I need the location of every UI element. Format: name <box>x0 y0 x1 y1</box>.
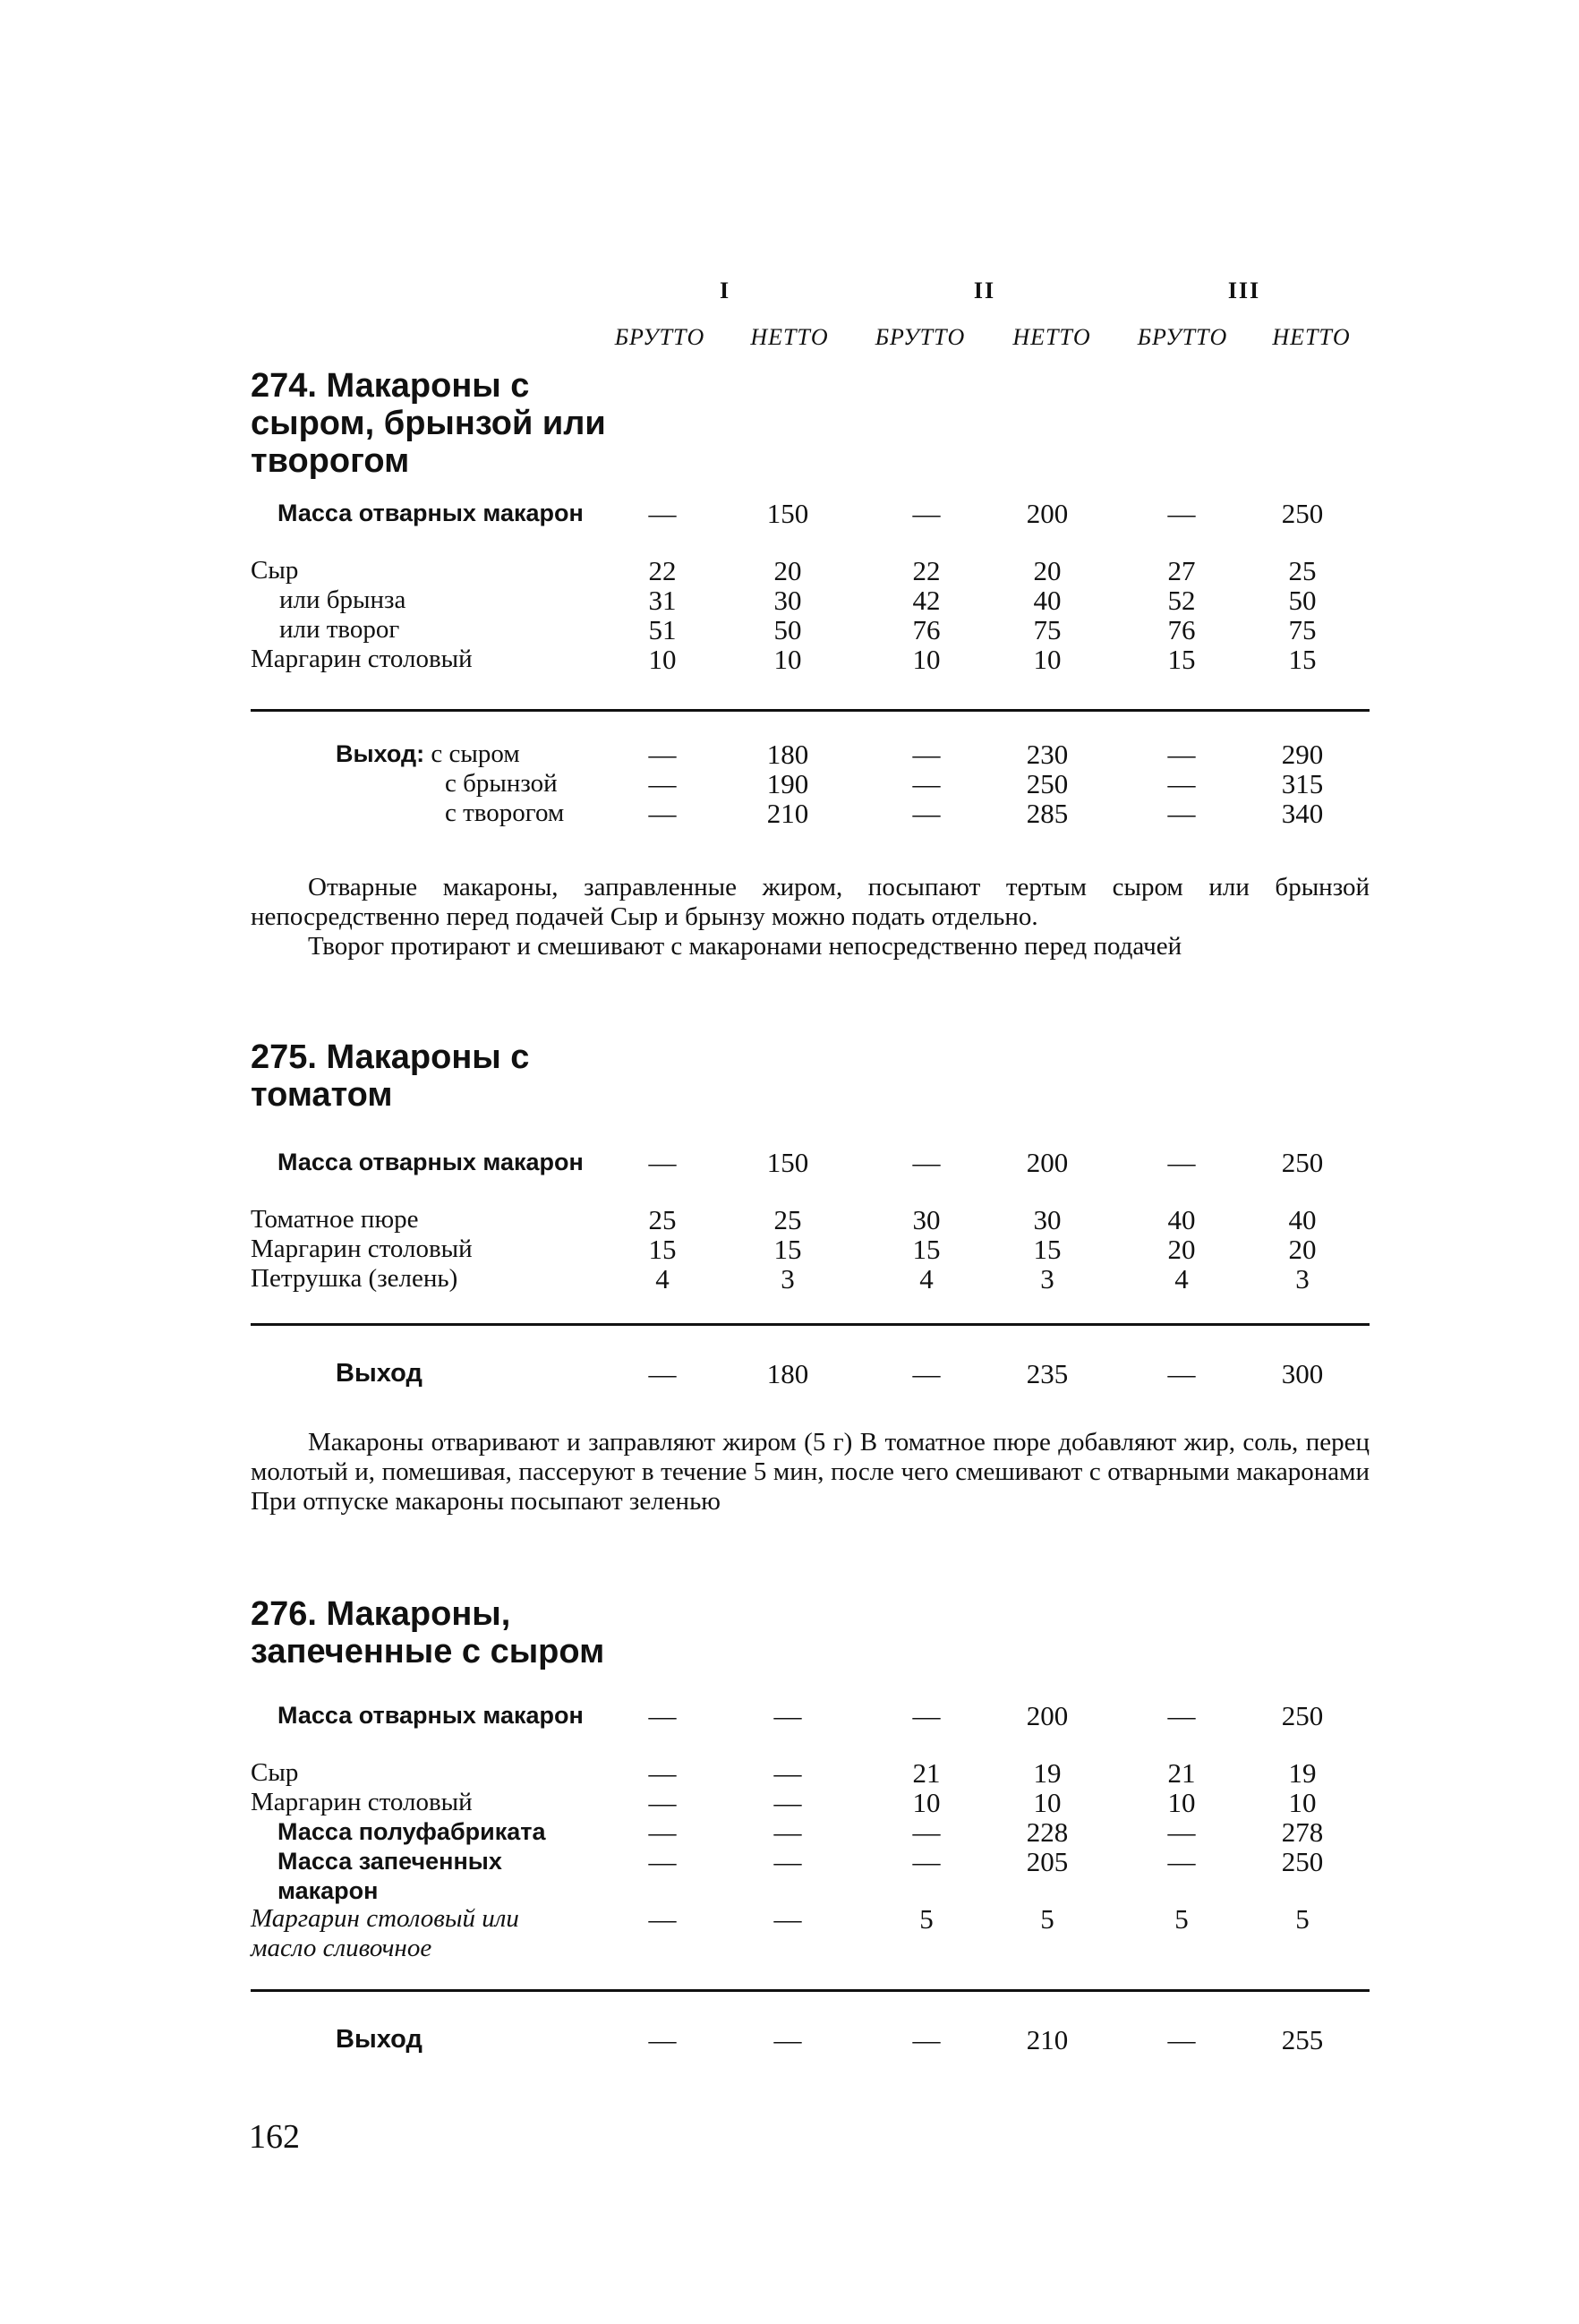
column-label: НЕТТО <box>1272 324 1351 350</box>
cell: 150 <box>766 498 809 529</box>
cell: 15 <box>1288 644 1317 675</box>
cell: 290 <box>1281 739 1324 770</box>
cell: — <box>1167 1846 1196 1877</box>
cell: — <box>773 1903 802 1935</box>
cell: 10 <box>648 644 677 675</box>
table-row <box>0 1264 1579 1294</box>
note-paragraph: Макароны отваривают и заправляют жиром (5 г) В томатное пюре добавляют жир, соль, перец молотый и, помешивая, пассеруют в течение 5 мин, после чего смешивают с отварными макаронами При отпуске макароны посыпают зеленью <box>251 1428 1370 1516</box>
cell: — <box>773 1787 802 1818</box>
cell: 180 <box>766 1358 809 1389</box>
row-label: Масса отварных макарон <box>277 1149 584 1175</box>
recipe-notes <box>251 1428 1370 1517</box>
cell: 75 <box>1033 614 1062 645</box>
row-label: Томатное пюре <box>251 1205 419 1234</box>
table-row <box>0 585 1579 615</box>
cell: 15 <box>648 1234 677 1265</box>
cell: 150 <box>766 1147 809 1178</box>
divider <box>251 1989 1370 1992</box>
cell: 25 <box>773 1204 802 1235</box>
row-label: Масса запеченных макарон <box>277 1848 502 1904</box>
cell: 300 <box>1281 1358 1324 1389</box>
cell: 5 <box>1174 1903 1189 1935</box>
cell: 51 <box>648 614 677 645</box>
ingredients-table <box>0 499 1579 674</box>
table-row <box>0 769 1579 799</box>
cell: 255 <box>1281 2024 1324 2055</box>
cell: — <box>648 739 677 770</box>
cell: 50 <box>773 614 802 645</box>
table-row <box>0 556 1579 585</box>
yield-label: Выход <box>336 2025 422 2054</box>
cell: 15 <box>1033 1234 1062 1265</box>
cell: 76 <box>912 614 941 645</box>
cell: 3 <box>1040 1263 1054 1294</box>
row-label: Сыр <box>251 1758 299 1787</box>
cell: 27 <box>1167 555 1196 586</box>
row-label: или творог <box>279 615 400 644</box>
cell: 40 <box>1033 585 1062 616</box>
cell: 30 <box>773 585 802 616</box>
table-row <box>0 615 1579 645</box>
recipe-notes <box>251 873 1370 961</box>
cell: 22 <box>648 555 677 586</box>
yield-table <box>0 2025 1579 2055</box>
cell: 19 <box>1288 1757 1317 1789</box>
cell: — <box>773 1700 802 1731</box>
cell: 285 <box>1026 798 1069 829</box>
column-group-iii: III <box>1227 278 1261 303</box>
cell: 31 <box>648 585 677 616</box>
table-row <box>0 1235 1579 1264</box>
cell: 180 <box>766 739 809 770</box>
cell: 22 <box>912 555 941 586</box>
recipe-title: 275. Макароны с томатом <box>251 1038 530 1114</box>
cell: — <box>1167 768 1196 799</box>
recipe-title: 274. Макароны с сыром, брынзой или творогом <box>251 367 606 480</box>
table-row <box>0 739 1579 769</box>
cell: 10 <box>912 644 941 675</box>
table-row <box>0 1904 1579 1961</box>
cell: 25 <box>1288 555 1317 586</box>
cell: 10 <box>1167 1787 1196 1818</box>
cell: 15 <box>912 1234 941 1265</box>
row-label: Маргарин столовый <box>251 1235 473 1263</box>
column-group-ii: II <box>973 278 996 303</box>
cell: — <box>912 1147 941 1178</box>
ingredients-table <box>0 1701 1579 1961</box>
cell: 10 <box>912 1787 941 1818</box>
cell: — <box>1167 739 1196 770</box>
row-label: с творогом <box>445 799 565 827</box>
cell: — <box>1167 798 1196 829</box>
row-label: Масса отварных макарон <box>277 1702 584 1729</box>
cell: 40 <box>1288 1204 1317 1235</box>
cell: 250 <box>1281 498 1324 529</box>
cell: — <box>1167 1700 1196 1731</box>
cell: — <box>1167 1816 1196 1848</box>
cell: — <box>912 1816 941 1848</box>
cell: 20 <box>773 555 802 586</box>
cell: — <box>1167 1147 1196 1178</box>
cell: 4 <box>655 1263 670 1294</box>
cell: — <box>912 1846 941 1877</box>
column-labels <box>0 324 1579 360</box>
cell: 76 <box>1167 614 1196 645</box>
cell: — <box>648 1700 677 1731</box>
column-label: БРУТТО <box>1137 324 1228 350</box>
table-row <box>0 1788 1579 1817</box>
divider <box>251 1323 1370 1326</box>
cell: 250 <box>1281 1147 1324 1178</box>
cell: — <box>648 2024 677 2055</box>
table-row <box>0 645 1579 674</box>
cell: — <box>912 1358 941 1389</box>
yield-table <box>0 739 1579 828</box>
cell: 210 <box>766 798 809 829</box>
table-row <box>0 1205 1579 1235</box>
cell: — <box>912 498 941 529</box>
cell: 278 <box>1281 1816 1324 1848</box>
cell: 21 <box>1167 1757 1196 1789</box>
column-label: НЕТТО <box>1012 324 1091 350</box>
table-row <box>0 2025 1579 2055</box>
cell: — <box>773 1846 802 1877</box>
cell: 200 <box>1026 1147 1069 1178</box>
table-row <box>0 1701 1579 1758</box>
cell: — <box>912 768 941 799</box>
cell: — <box>773 1757 802 1789</box>
cell: — <box>648 798 677 829</box>
cell: 21 <box>912 1757 941 1789</box>
cell: — <box>648 1358 677 1389</box>
column-label: БРУТТО <box>614 324 705 350</box>
column-label: НЕТТО <box>750 324 829 350</box>
cell: 5 <box>1040 1903 1054 1935</box>
cell: 15 <box>773 1234 802 1265</box>
row-label: Маргарин столовый или масло сливочное <box>251 1904 519 1962</box>
row-label: Масса полуфабриката <box>277 1818 546 1845</box>
table-row <box>0 799 1579 828</box>
table-row <box>0 1847 1579 1904</box>
cell: 52 <box>1167 585 1196 616</box>
cell: 20 <box>1288 1234 1317 1265</box>
row-label: Маргарин столовый <box>251 1788 473 1816</box>
divider <box>251 709 1370 712</box>
note-paragraph: Творог протирают и смешивают с макаронами непосредственно перед подачей <box>308 932 1182 961</box>
cell: 40 <box>1167 1204 1196 1235</box>
cell: — <box>648 1903 677 1935</box>
row-label: Маргарин столовый <box>251 645 473 673</box>
note-paragraph: Отварные макароны, заправленные жиром, посыпают тертым сыром или брынзой непосредственно перед подачей Сыр и брынзу можно подать отдельно. <box>251 873 1370 931</box>
cell: 10 <box>773 644 802 675</box>
yield-label: Выход <box>336 1359 422 1388</box>
row-label: с брынзой <box>445 769 558 798</box>
column-group-i: I <box>719 278 731 303</box>
table-row <box>0 499 1579 556</box>
row-label: с сыром <box>431 739 520 768</box>
cell: 250 <box>1026 768 1069 799</box>
cell: 4 <box>1174 1263 1189 1294</box>
cell: — <box>773 1816 802 1848</box>
row-label: Масса отварных макарон <box>277 500 584 526</box>
yield-label: Выход: <box>336 740 425 767</box>
cell: — <box>648 1846 677 1877</box>
cell: — <box>912 798 941 829</box>
cell: — <box>648 1816 677 1848</box>
ingredients-table <box>0 1148 1579 1294</box>
cell: 5 <box>1295 1903 1310 1935</box>
cell: 3 <box>781 1263 795 1294</box>
cell: 10 <box>1033 644 1062 675</box>
cell: 19 <box>1033 1757 1062 1789</box>
cell: 30 <box>912 1204 941 1235</box>
cell: 10 <box>1288 1787 1317 1818</box>
column-group-headers <box>0 278 1579 313</box>
cell: 42 <box>912 585 941 616</box>
cell: — <box>1167 498 1196 529</box>
table-row <box>0 1148 1579 1205</box>
cell: 340 <box>1281 798 1324 829</box>
cell: 210 <box>1026 2024 1069 2055</box>
cell: 315 <box>1281 768 1324 799</box>
page-number: 162 <box>249 2118 300 2156</box>
yield-table <box>0 1359 1579 1388</box>
cell: — <box>773 2024 802 2055</box>
cell: — <box>648 498 677 529</box>
cell: 3 <box>1295 1263 1310 1294</box>
column-label: БРУТТО <box>875 324 966 350</box>
cell: 235 <box>1026 1358 1069 1389</box>
table-row <box>0 1758 1579 1788</box>
cell: 200 <box>1026 498 1069 529</box>
cell: — <box>648 1757 677 1789</box>
cell: 10 <box>1033 1787 1062 1818</box>
cell: — <box>912 1700 941 1731</box>
cell: 20 <box>1033 555 1062 586</box>
row-label: Сыр <box>251 556 299 585</box>
cell: — <box>1167 1358 1196 1389</box>
cell: 205 <box>1026 1846 1069 1877</box>
row-label: или брынза <box>279 585 406 614</box>
cell: — <box>1167 2024 1196 2055</box>
cell: 200 <box>1026 1700 1069 1731</box>
cell: 250 <box>1281 1846 1324 1877</box>
cell: — <box>912 2024 941 2055</box>
cell: — <box>648 1787 677 1818</box>
cell: 30 <box>1033 1204 1062 1235</box>
cell: 228 <box>1026 1816 1069 1848</box>
cell: — <box>648 768 677 799</box>
recipe-title: 276. Макароны, запеченные с сыром <box>251 1595 605 1670</box>
table-row <box>0 1817 1579 1847</box>
cell: 75 <box>1288 614 1317 645</box>
cell: 15 <box>1167 644 1196 675</box>
cell: 5 <box>919 1903 934 1935</box>
cell: 4 <box>919 1263 934 1294</box>
cell: 20 <box>1167 1234 1196 1265</box>
cell: — <box>912 739 941 770</box>
cell: 190 <box>766 768 809 799</box>
table-row <box>0 1359 1579 1388</box>
cell: 230 <box>1026 739 1069 770</box>
cell: 50 <box>1288 585 1317 616</box>
cell: 25 <box>648 1204 677 1235</box>
cell: — <box>648 1147 677 1178</box>
cell: 250 <box>1281 1700 1324 1731</box>
row-label: Петрушка (зелень) <box>251 1264 458 1293</box>
